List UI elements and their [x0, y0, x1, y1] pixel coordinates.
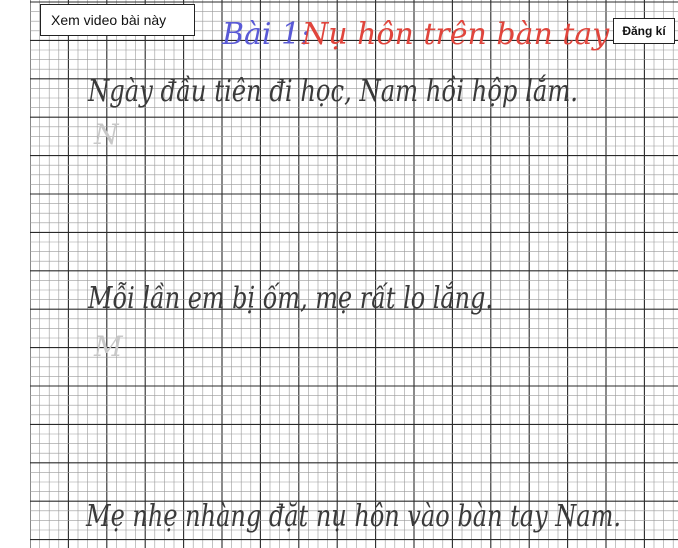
- trace-letter-2: M: [94, 330, 123, 363]
- ruled-paper: [30, 0, 678, 548]
- handwriting-line-3: Mẹ nhẹ nhàng đặt nụ hôn vào bàn tay Nam.: [85, 499, 622, 534]
- writing-layer: [30, 0, 678, 548]
- handwriting-line-1: Ngày đầu tiên đi học, Nam hồi hộp lắm.: [87, 74, 579, 109]
- signup-button[interactable]: Đăng kí: [613, 18, 675, 44]
- lesson-title: Nụ hôn trên bàn tay: [302, 17, 610, 52]
- watch-video-button[interactable]: Xem video bài này: [40, 4, 195, 36]
- trace-letter-1: N: [94, 118, 119, 151]
- lesson-number: Bài 1:: [222, 17, 311, 52]
- handwriting-line-2: Mỗi lần em bị ốm, mẹ rất lo lắng.: [87, 281, 494, 316]
